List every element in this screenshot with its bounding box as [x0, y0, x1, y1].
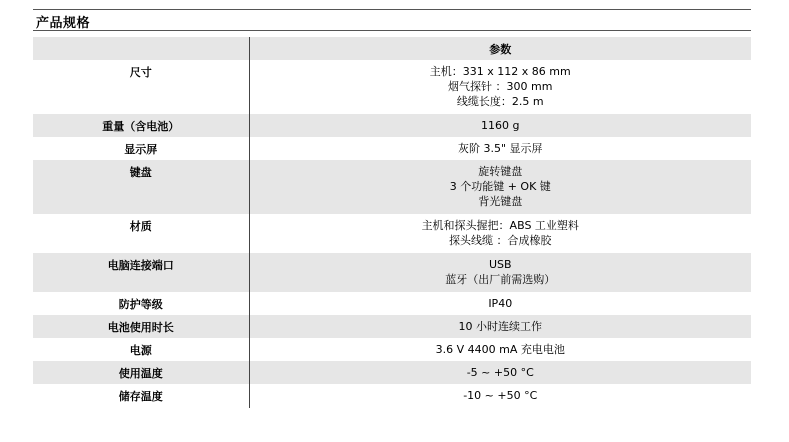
- table-row: [33, 315, 751, 338]
- row-value: [249, 214, 751, 253]
- top-divider: [33, 9, 751, 10]
- value-line: 烟气探针 ：300 mm: [448, 80, 553, 93]
- row-value: [249, 160, 751, 214]
- table-header-row: [33, 37, 751, 60]
- value-line: 10 小时连续工作: [458, 320, 542, 333]
- table-row: [33, 137, 751, 160]
- row-label: 显示屏: [124, 143, 158, 156]
- table-row: [33, 384, 751, 408]
- row-label: 电池使用时长: [33, 315, 249, 338]
- row-label: 防护等级: [118, 298, 163, 311]
- value-line: -5 ~ +50 °C: [466, 366, 534, 379]
- header-label-cell: [33, 37, 249, 60]
- row-value: [249, 338, 751, 361]
- table-row: [33, 338, 751, 361]
- value-line: USB: [488, 258, 512, 271]
- value-line: 蓝牙（出厂前需选购）: [445, 273, 556, 286]
- header-value-cell: 参数: [249, 37, 751, 60]
- row-value: [249, 60, 751, 114]
- value-line: 1160 g: [481, 119, 520, 132]
- value-line: 探头线缆 ：合成橡胶: [449, 234, 552, 247]
- value-line: 背光键盘: [478, 195, 523, 208]
- row-value: [249, 361, 751, 384]
- row-label: 键盘: [33, 160, 249, 214]
- table-row: [33, 361, 751, 384]
- value-line: 3 个功能键 + OK 键: [449, 180, 551, 193]
- table-row: [33, 214, 751, 253]
- row-value: [249, 137, 751, 160]
- row-label: 材质: [129, 220, 152, 233]
- row-value: [249, 315, 751, 338]
- value-line: -10 ~ +50 °C: [463, 389, 538, 402]
- spec-table: [33, 37, 751, 408]
- row-label: 使用温度: [33, 361, 249, 384]
- value-line: 3.6 V 4400 mA 充电电池: [435, 343, 565, 356]
- value-line: 主机：331 x 112 x 86 mm: [429, 65, 571, 78]
- value-line: 灰阶 3.5" 显示屏: [457, 142, 543, 155]
- value-line: IP40: [488, 297, 513, 310]
- row-label: 重量（含电池）: [33, 114, 249, 137]
- value-line: 旋转键盘: [478, 165, 523, 178]
- row-value: [249, 253, 751, 292]
- row-value: [249, 114, 751, 137]
- table-row: [33, 60, 751, 114]
- row-label: 电源: [129, 344, 152, 357]
- row-label: 尺寸: [129, 66, 152, 79]
- row-label: 电脑连接端口: [33, 253, 249, 292]
- value-line: 线缆长度：2.5 m: [456, 95, 544, 108]
- section-title: 产品规格: [36, 16, 91, 31]
- table-row: [33, 292, 751, 315]
- table-row: [33, 253, 751, 292]
- title-divider: [33, 30, 751, 31]
- table-row: [33, 160, 751, 214]
- table-row: [33, 114, 751, 137]
- value-line: 主机和探头握把：ABS 工业塑料: [421, 219, 579, 232]
- row-value: [249, 384, 751, 408]
- row-label: 储存温度: [118, 390, 163, 403]
- row-value: [249, 292, 751, 315]
